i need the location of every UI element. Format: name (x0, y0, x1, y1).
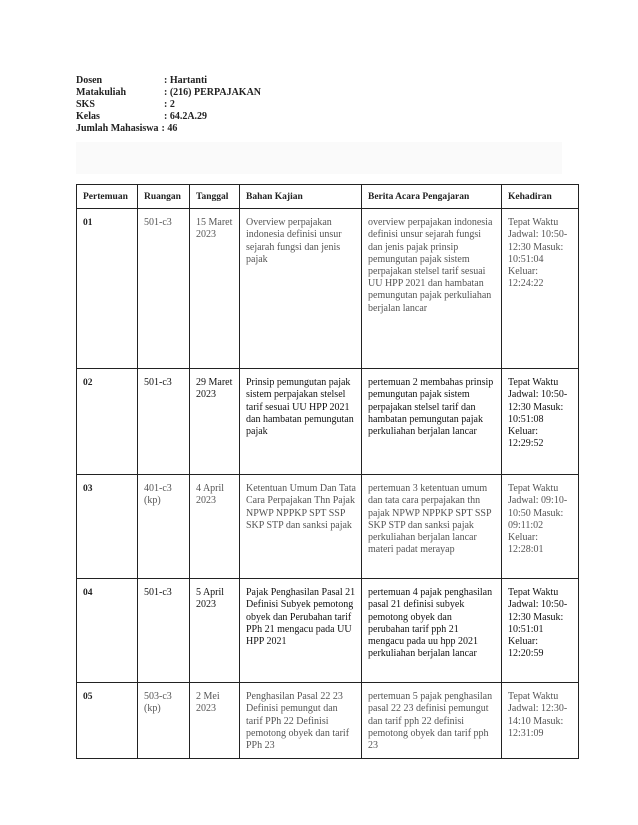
sks-value: : 2 (164, 99, 175, 110)
cell-pertemuan: 03 (77, 475, 138, 579)
cell-ruangan: 503-c3 (kp) (138, 683, 190, 759)
matakuliah-label: Matakuliah (76, 87, 127, 98)
header-berita-acara: Berita Acara Pengajaran (362, 185, 502, 209)
info-row-kelas (76, 111, 261, 123)
cell-pertemuan: 04 (77, 579, 138, 683)
cell-tanggal: 4 April 2023 (190, 475, 240, 579)
cell-ruangan: 501-c3 (138, 369, 190, 475)
cell-pertemuan: 05 (77, 683, 138, 759)
cell-kehadiran: Tepat Waktu Jadwal: 10:50-12:30 Masuk: 10:51:04 Keluar: 12:24:22 (502, 209, 579, 369)
info-row-sks (76, 99, 261, 111)
cell-bahan-kajian: Pajak Penghasilan Pasal 21 Definisi Subyek pemotong obyek dan Perubahan tarif PPh 21 mengacu pada UU HPP 2021 (240, 579, 362, 683)
shaded-spacer (76, 142, 562, 174)
cell-tanggal: 2 Mei 2023 (190, 683, 240, 759)
course-info (76, 75, 261, 135)
info-row-dosen (76, 75, 261, 87)
matakuliah-value: : (216) PERPAJAKAN (164, 87, 262, 98)
table-row (77, 369, 579, 475)
cell-bahan-kajian: Prinsip pemungutan pajak sistem perpajakan stelsel tarif sesuai UU HPP 2021 dan hambatan pemungutan pajak (240, 369, 362, 475)
cell-ruangan: 501-c3 (138, 579, 190, 683)
kelas-label: Kelas (76, 111, 100, 122)
cell-berita-acara: pertemuan 2 membahas prinsip pemungutan pajak sistem perpajakan stelsel tarif dan hambatan pemungutan pajak perkuliahan berjalan lancar (362, 369, 502, 475)
cell-ruangan: 501-c3 (138, 209, 190, 369)
cell-berita-acara: pertemuan 5 pajak penghasilan pasal 22 23 definisi pemungut dan tarif pph 22 definisi pemotong obyek dan tarif pph 23 (362, 683, 502, 759)
cell-tanggal: 29 Maret 2023 (190, 369, 240, 475)
table-row (77, 209, 579, 369)
jumlah-label: Jumlah Mahasiswa (76, 123, 159, 134)
info-row-matakuliah (76, 87, 261, 99)
header-tanggal: Tanggal (190, 185, 240, 209)
cell-pertemuan: 01 (77, 209, 138, 369)
cell-berita-acara: pertemuan 3 ketentuan umum dan tata cara perpajakan thn pajak NPWP NPPKP SPT SSP SKP STP dan sanksi pajak perkuliahan berjalan lancar materi padat merayap (362, 475, 502, 579)
cell-bahan-kajian: Overview perpajakan indonesia definisi unsur sejarah fungsi dan jenis pajak (240, 209, 362, 369)
attendance-table (76, 184, 579, 759)
cell-ruangan: 401-c3 (kp) (138, 475, 190, 579)
info-row-jumlah (76, 123, 261, 135)
cell-tanggal: 5 April 2023 (190, 579, 240, 683)
cell-kehadiran: Tepat Waktu Jadwal: 12:30-14:10 Masuk: 12:31:09 (502, 683, 579, 759)
header-bahan-kajian: Bahan Kajian (240, 185, 362, 209)
kelas-value: : 64.2A.29 (164, 111, 208, 122)
dosen-value: : Hartanti (164, 75, 208, 86)
cell-kehadiran: Tepat Waktu Jadwal: 10:50-12:30 Masuk: 10:51:01 Keluar: 12:20:59 (502, 579, 579, 683)
dosen-label: Dosen (76, 75, 103, 86)
table-row (77, 579, 579, 683)
cell-kehadiran: Tepat Waktu Jadwal: 09:10-10:50 Masuk: 09:11:02 Keluar: 12:28:01 (502, 475, 579, 579)
header-kehadiran: Kehadiran (502, 185, 579, 209)
cell-berita-acara: overview perpajakan indonesia definisi unsur sejarah fungsi dan jenis pajak prinsip pemungutan pajak sistem perpajakan stelsel tarif sesuai UU HPP 2021 dan hambatan pemungutan pajak perkuliahan berjalan lancar (362, 209, 502, 369)
cell-tanggal: 15 Maret 2023 (190, 209, 240, 369)
table-row (77, 683, 579, 759)
table-row (77, 475, 579, 579)
header-ruangan: Ruangan (138, 185, 190, 209)
header-pertemuan: Pertemuan (77, 185, 138, 209)
cell-bahan-kajian: Penghasilan Pasal 22 23 Definisi pemungut dan tarif PPh 22 Definisi pemotong obyek dan tarif PPh 23 (240, 683, 362, 759)
sks-label: SKS (76, 99, 95, 110)
jumlah-value: : 46 (161, 123, 178, 134)
cell-kehadiran: Tepat Waktu Jadwal: 10:50-12:30 Masuk: 10:51:08 Keluar: 12:29:52 (502, 369, 579, 475)
cell-berita-acara: pertemuan 4 pajak penghasilan pasal 21 definisi subyek pemotong obyek dan perubahan tarif pph 21 mengacu pada uu hpp 2021 perkuliahan berjalan lancar (362, 579, 502, 683)
cell-pertemuan: 02 (77, 369, 138, 475)
table-header-row (77, 185, 579, 209)
cell-bahan-kajian: Ketentuan Umum Dan Tata Cara Perpajakan Thn Pajak NPWP NPPKP SPT SSP SKP STP dan sanksi pajak (240, 475, 362, 579)
